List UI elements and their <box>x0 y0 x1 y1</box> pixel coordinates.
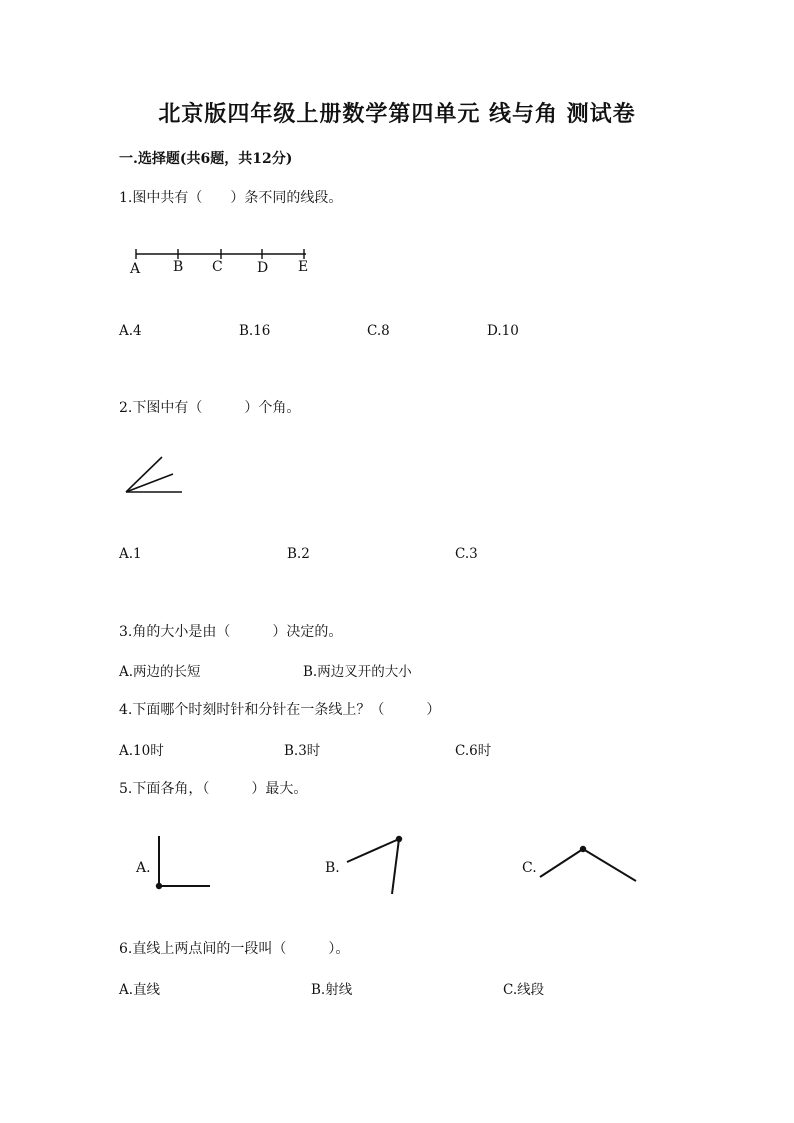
q1-option-c[interactable]: C.8 <box>367 323 390 339</box>
angle-b-arm-left <box>347 839 399 862</box>
question-1-text: 1.图中共有（ ）条不同的线段。 <box>119 190 343 206</box>
question-6-text: 6.直线上两点间的一段叫（ ）。 <box>119 941 350 957</box>
q4-option-b[interactable]: B.3时 <box>284 743 321 759</box>
figure-label-b: B. <box>325 860 340 876</box>
point-label-c: C <box>212 259 223 275</box>
section-heading: 一.选择题(共6题，共12分) <box>119 151 293 167</box>
point-label-e: E <box>298 259 309 275</box>
q6-option-a[interactable]: A.直线 <box>119 982 161 998</box>
point-label-b: B <box>173 259 184 275</box>
q2-option-b[interactable]: B.2 <box>287 546 310 562</box>
q1-option-b[interactable]: B.16 <box>239 323 271 339</box>
q3-option-b[interactable]: B.两边叉开的大小 <box>303 664 412 680</box>
angle-c-arm-left <box>540 849 583 877</box>
angle-c-arm-right <box>583 849 636 881</box>
page-title: 北京版四年级上册数学第四单元 线与角 测试卷 <box>158 101 636 127</box>
question-5-text: 5.下面各角，（ ）最大。 <box>119 781 308 797</box>
point-label-a: A <box>130 261 141 277</box>
q4-option-c[interactable]: C.6时 <box>455 743 492 759</box>
question-3-text: 3.角的大小是由（ ）决定的。 <box>119 624 343 640</box>
figure-label-a: A. <box>136 860 151 876</box>
q3-option-a[interactable]: A.两边的长短 <box>119 664 201 680</box>
angle-b-arm-down <box>392 839 399 894</box>
q4-option-a[interactable]: A.10时 <box>119 743 164 759</box>
q6-option-c[interactable]: C.线段 <box>503 982 545 998</box>
q2-option-a[interactable]: A.1 <box>119 546 142 562</box>
figure-label-c: C. <box>522 860 537 876</box>
question-2-text: 2.下图中有（ ）个角。 <box>119 400 301 416</box>
q1-option-a[interactable]: A.4 <box>119 323 142 339</box>
angle-c-vertex <box>580 846 586 852</box>
q1-option-d[interactable]: D.10 <box>487 323 519 339</box>
angle-b-vertex <box>396 836 402 842</box>
q6-option-b[interactable]: B.射线 <box>311 982 353 998</box>
point-label-d: D <box>257 260 269 276</box>
q2-option-c[interactable]: C.3 <box>455 546 478 562</box>
question-4-text: 4.下面哪个时刻时针和分针在一条线上？（ ） <box>119 702 441 718</box>
angle-a-vertex <box>156 883 162 889</box>
